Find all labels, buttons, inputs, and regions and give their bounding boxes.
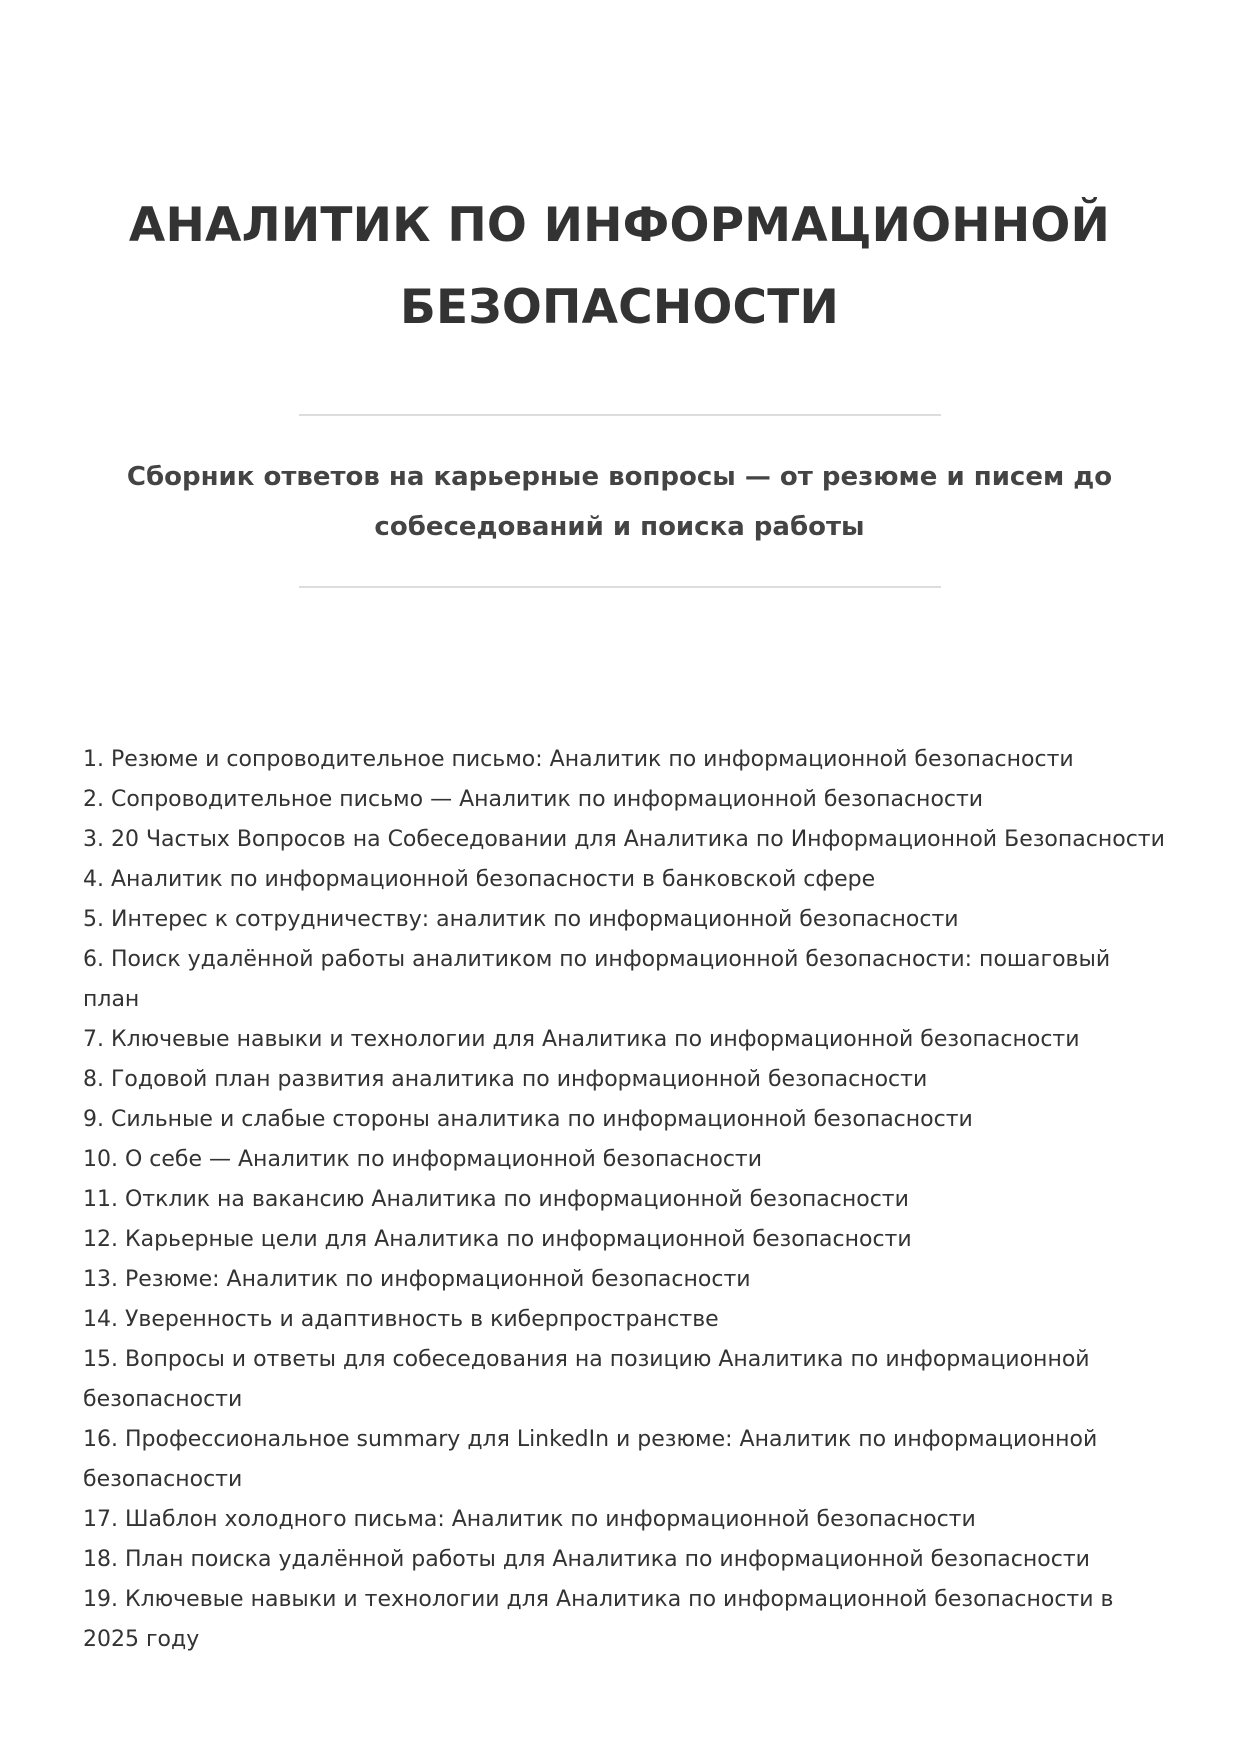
toc-item: 5. Интерес к сотрудничеству: аналитик по информационной безопасности [83,907,959,932]
document-subtitle: Сборник ответов на карьерные вопросы — от резюме и писем до собеседований и поиска работы [126,462,1113,542]
divider-bottom [299,586,941,588]
toc-item: 14. Уверенность и адаптивность в киберпространстве [83,1307,719,1332]
toc-item: 8. Годовой план развития аналитика по информационной безопасности [83,1067,928,1092]
toc-item: 7. Ключевые навыки и технологии для Аналитика по информационной безопасности [83,1027,1080,1052]
toc-item: 10. О себе — Аналитик по информационной безопасности [83,1147,763,1172]
toc-item: 6. Поиск удалённой работы аналитиком по информационной безопасности: пошаговый план [83,947,1111,1012]
toc-item: 2. Сопроводительное письмо — Аналитик по информационной безопасности [83,787,984,812]
divider-top [299,414,941,416]
document-title: АНАЛИТИК ПО ИНФОРМАЦИОННОЙ БЕЗОПАСНОСТИ [128,198,1111,335]
toc-item: 9. Сильные и слабые стороны аналитика по информационной безопасности [83,1107,973,1132]
toc-item: 1. Резюме и сопроводительное письмо: Аналитик по информационной безопасности [83,747,1074,772]
toc-item: 15. Вопросы и ответы для собеседования на позицию Аналитика по информационной безопасности [83,1347,1090,1412]
table-of-contents [83,740,1173,1660]
toc-item: 11. Отклик на вакансию Аналитика по информационной безопасности [83,1187,909,1212]
toc-item: 4. Аналитик по информационной безопасности в банковской сфере [83,867,876,892]
toc-item: 16. Профессиональное summary для LinkedIn и резюме: Аналитик по информационной безопасности [83,1427,1098,1492]
toc-item: 18. План поиска удалённой работы для Аналитика по информационной безопасности [83,1547,1090,1572]
toc-item: 17. Шаблон холодного письма: Аналитик по информационной безопасности [83,1507,976,1532]
toc-item: 3. 20 Частых Вопросов на Собеседовании для Аналитика по Информационной Безопасности [83,827,1165,852]
toc-item: 12. Карьерные цели для Аналитика по информационной безопасности [83,1227,912,1252]
toc-item: 19. Ключевые навыки и технологии для Аналитика по информационной безопасности в 2025 году [83,1587,1114,1652]
toc-item: 13. Резюме: Аналитик по информационной безопасности [83,1267,751,1292]
